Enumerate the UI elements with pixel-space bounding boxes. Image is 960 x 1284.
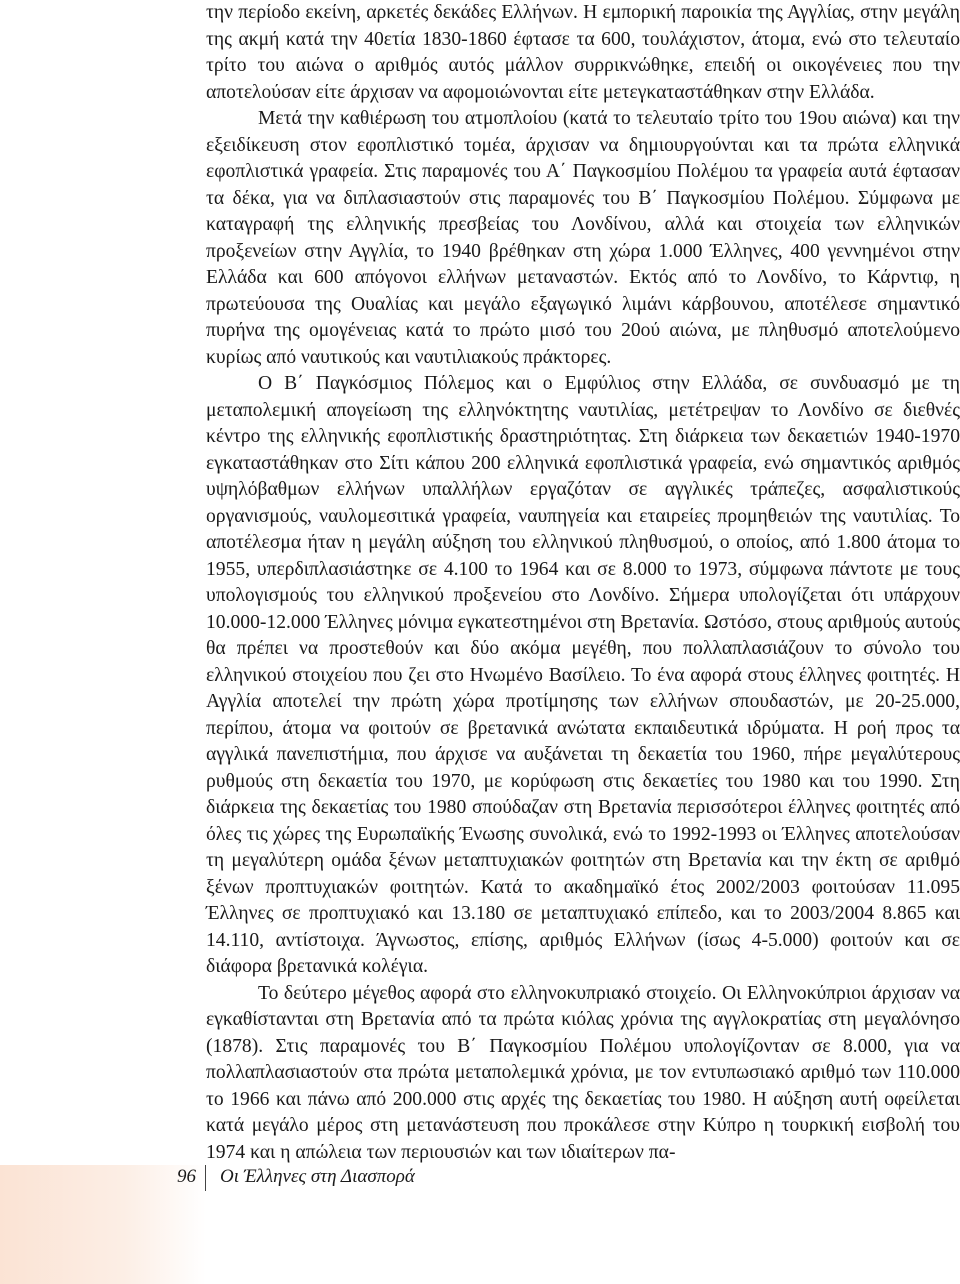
page-footer [0,1165,960,1191]
body-text [206,0,960,1163]
paragraph-greek-cypriots: Το δεύτερο μέγεθος αφορά στο ελληνοκυπριακό στοιχείο. Οι Ελληνοκύπριοι άρχισαν να εγκαθίστανται στη Βρετανία από τα πρώτα κιόλας χρόνια της αγγλοκρατίας στη μεγαλόνησο (1878). Στις παραμονές του Β΄ Παγκοσμίου Πολέμου υπολογίζονταν σε 8.000, για να πολλαπλασιαστούν στα πρώτα μεταπολεμικά χρόνια, με τον εντυπωσιακό αριθμό των 110.000 το 1966 και πάνω από 200.000 στις αρχές της δεκαετίας του 1980. Η αύξηση αυτή οφείλεται κατά μεγάλο μέρος στη μετανάστευση που προκάλεσε στην Κύπρο η τουρκική εισβολή του 1974 και η απώλεια των περιουσιών και των ιδιαίτερων πα- [206,982,960,1163]
paragraph-steamship-era: Μετά την καθιέρωση του ατμοπλοίου (κατά το τελευταίο τρίτο του 19ου αιώνα) και την εξειδίκευση στον εφοπλιστικό τομέα, άρχισαν να δημιουργούνται και τα πρώτα ελληνικά εφοπλιστικά γραφεία. Στις παραμονές του Α΄ Παγκοσμίου Πολέμου τα γραφεία αυτά έφτασαν τα δέκα, για να διπλασιαστούν στις παραμονές του Β΄ Παγκοσμίου Πολέμου. Σύμφωνα με καταγραφή της ελληνικής πρεσβείας του Λονδίνου, αλλά και στοιχεία των ελληνικών προξενείων στην Αγγλία, το 1940 βρέθηκαν στη χώρα 1.000 Έλληνες, 400 γεννημένοι στην Ελλάδα και 600 απόγονοι ελλήνων μεταναστών. Εκτός από το Λονδίνο, το Κάρντιφ, η πρωτεύουσα της Ουαλίας και μεγάλο εξαγωγικό λιμάνι κάρβουνου, αποτέλεσε σημαντικό πυρήνα της ομογένειας κατά το πρώτο μισό του 20ού αιώνα, με πληθυσμό αποτελούμενο κυρίως από ναυτικούς και ναυτιλιακούς πράκτορες. [206,108,960,368]
paragraph-continued: την περίοδο εκείνη, αρκετές δεκάδες Ελλήνων. Η εμπορική παροικία της Αγγλίας, στην μεγάλη της ακμή κατά την 40ετία 1830-1860 έφτασε τα 600, τουλάχιστον, άτομα, ενώ στο τελευταίο τρίτο του αιώνα ο αριθμός αυτός μάλλον συρρικνώθηκε, επειδή οι οικογένειες που την αποτελούσαν είτε άρχισαν να αφομοιώνονται είτε μετεγκαταστάθηκαν στην Ελλάδα. [206,2,960,103]
footer-divider [205,1165,206,1191]
page-number: 96 [177,1166,196,1187]
paragraph-postwar-london: Ο Β΄ Παγκόσμιος Πόλεμος και ο Εμφύλιος στην Ελλάδα, σε συνδυασμό με τη μεταπολεμική απογείωση της ελληνόκτητης ναυτιλίας, μετέτρεψαν το Λονδίνο σε διεθνές κέντρο της ελληνικής εφοπλιστικής δραστηριότητας. Στη διάρκεια των δεκαετιών 1940-1970 εγκαταστάθηκαν στο Σίτι κάπου 200 ελληνικά εφοπλιστικά γραφεία, ενώ σημαντικός αριθμός υψηλόβαθμων ελλήνων υπαλλήλων εργαζόταν σε αγγλικές τράπεζες, ασφαλιστικούς οργανισμούς, ναυλομεσιτικά γραφεία, ναυπηγεία και εταιρείες προμηθειών της ναυτιλίας. Το αποτέλεσμα ήταν η μεγάλη αύξηση του ελληνικού πληθυσμού, ο οποίος, από 1.800 άτομα το 1955, υπερδιπλασιάστηκε σε 4.100 το 1964 και σε 8.000 το 1973, σύμφωνα πάντοτε με τους υπολογισμούς του ελληνικού προξενείου στο Λονδίνο. Σήμερα υπολογίζεται ότι υπάρχουν 10.000-12.000 Έλληνες μόνιμα εγκατεστημένοι στη Βρετανία. Ωστόσο, στους αριθμούς αυτούς θα πρέπει να προστεθούν και δύο ακόμα μεγέθη, που πολλαπλασιάζουν το σύνολο του ελληνικού στοιχείου που ζει στο Ηνωμένο Βασίλειο. Το ένα αφορά στους έλληνες φοιτητές. Η Αγγλία αποτελεί την πρώτη χώρα προτίμησης των ελλήνων σπουδαστών, με 20-25.000, περίπου, άτομα να φοιτούν σε βρετανικά ανώτατα εκπαιδευτικά ιδρύματα. Η ροή προς τα αγγλικά πανεπιστήμια, που άρχισε να αυξάνεται τη δεκαετία του 1960, πήρε μεγαλύτερους ρυθμούς στη δεκαετία του 1970, με κορύφωση στις δεκαετίες του 1980 και του 1990. Στη διάρκεια της δεκαετίας του 1980 σπούδαζαν στη Βρετανία περισσότεροι έλληνες φοιτητές από όλες τις χώρες της Ευρωπαϊκής Ένωσης συνολικά, ενώ το 1992-1993 οι Έλληνες αποτελούσαν τη μεγαλύτερη ομάδα ξένων μεταπτυχιακών φοιτητών στη Βρετανία και την έκτη σε αριθμό ξένων προπτυχιακών φοιτητών. Κατά το ακαδημαϊκό έτος 2002/2003 φοιτούσαν 11.095 Έλληνες σε προπτυχιακό και 13.180 σε μεταπτυχιακό επίπεδο, και το 2003/2004 8.865 και 14.110, αντίστοιχα. Άγνωστος, επίσης, αριθμός Ελλήνων (ίσως 4-5.000) φοιτούν και σε διάφορα βρετανικά κολέγια. [206,373,960,977]
running-title: Οι Έλληνες στη Διασπορά [220,1166,415,1187]
